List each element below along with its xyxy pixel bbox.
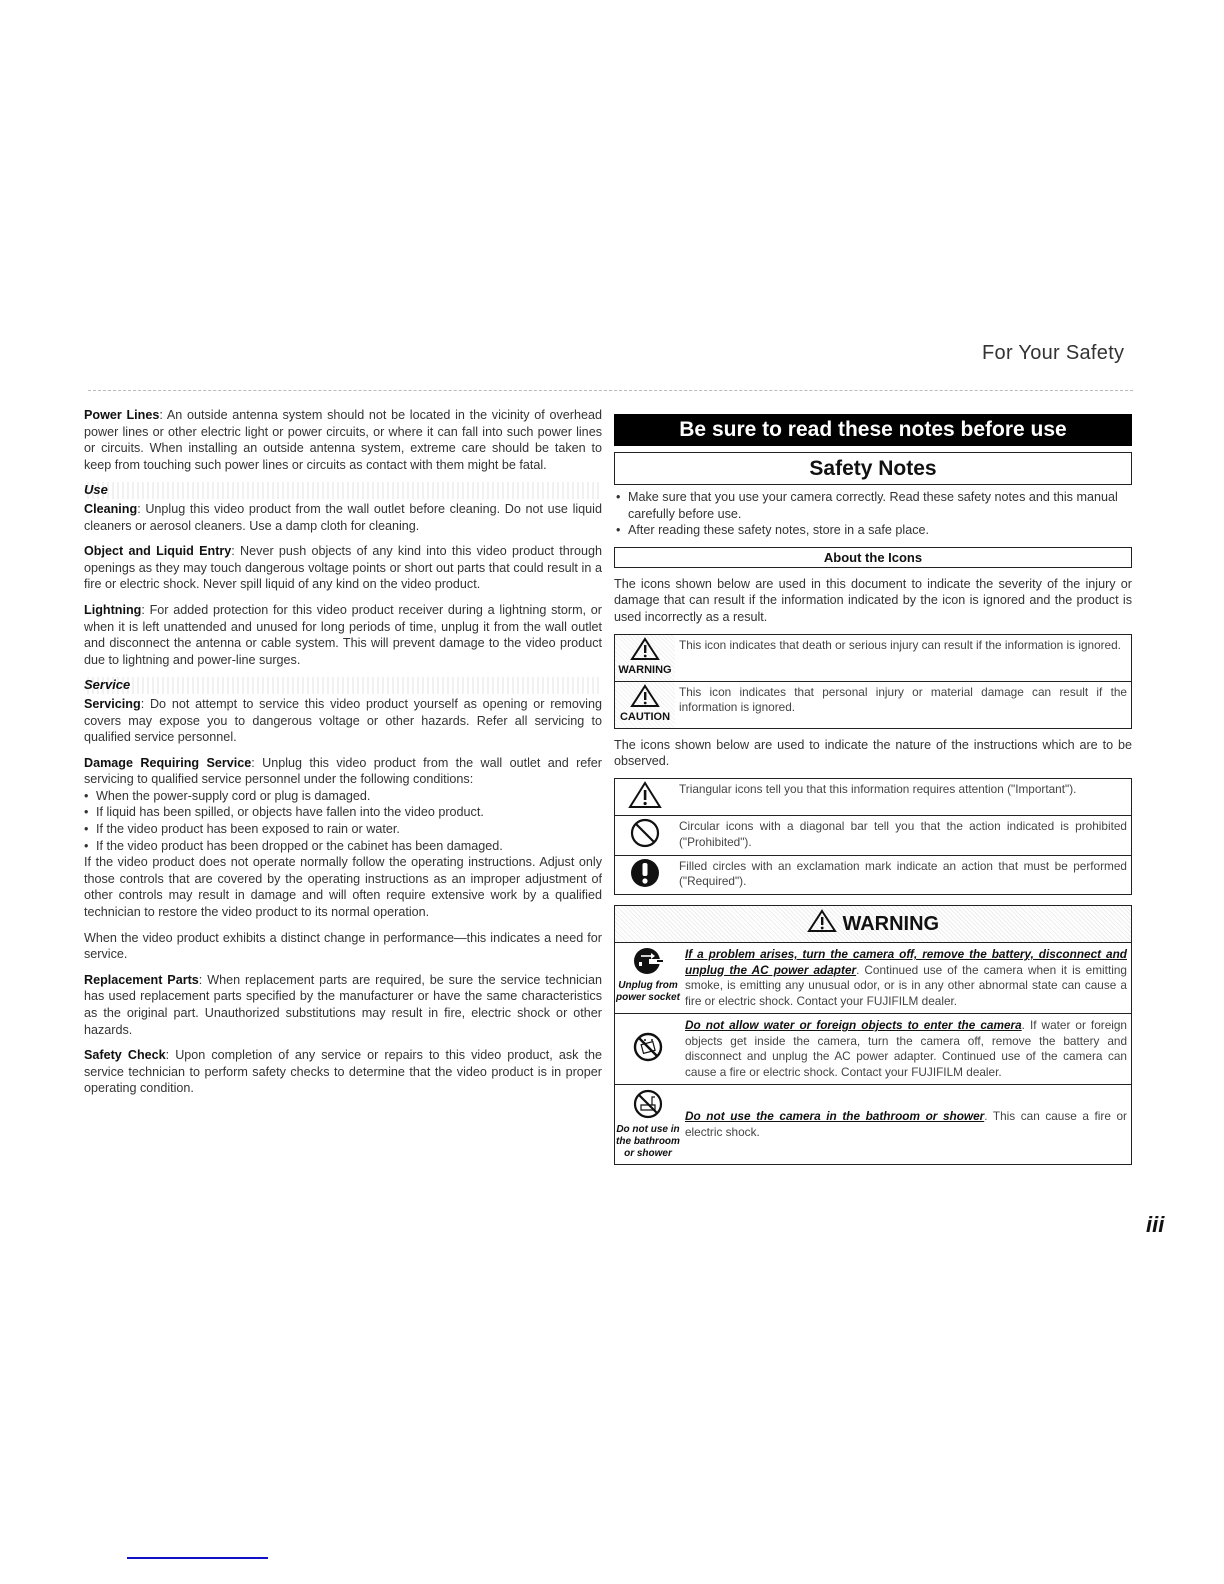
- warning-triangle-icon: [807, 909, 837, 933]
- table-row: WARNING This icon indicates that death or serious injury can result if the information is ignored.: [615, 634, 1132, 681]
- caution-triangle-icon: [630, 684, 660, 708]
- list-item: • After reading these safety notes, store in a safe place.: [614, 522, 1132, 539]
- read-before-use-banner: Be sure to read these notes before use: [614, 414, 1132, 446]
- safety-check-paragraph: Safety Check: Upon completion of any service or repairs to this video product, ask the service technician to perform safety checks to determine that the video product is in proper operating condition.: [84, 1048, 602, 1096]
- object-liquid-paragraph: Object and Liquid Entry: Never push objects of any kind into this video product through openings as they may touch dangerous voltage points or short out parts that could result in a fire or electric shock. Never spill liquid of any kind on the video product.: [84, 544, 602, 592]
- lightning-paragraph: Lightning: For added protection for this video product receiver during a lightning storm, or when it is left unattended and unused for long periods of time, unplug it from the wall outlet and disconnect the antenna or cable system. This will prevent damage to the video product due to lightning and power-line surges.: [84, 602, 602, 667]
- caution-label: CAUTION: [619, 711, 671, 724]
- cleaning-paragraph: Cleaning: Unplug this video product from the wall outlet before cleaning. Do not use liquid cleaners or aerosol cleaners. Use a damp cloth for cleaning.: [84, 501, 602, 533]
- list-item: • If liquid has been spilled, or objects have fallen into the video product.: [84, 804, 602, 821]
- link-underline[interactable]: [127, 1557, 268, 1559]
- section-heading-service: Service: [84, 677, 602, 694]
- about-icons-text: The icons shown below are used in this document to indicate the severity of the injury or damage that can result if the information indicated by the icon is ignored and the product is used incorrectly as a result.: [614, 576, 1132, 624]
- table-row: Circular icons with a diagonal bar tell you that the action indicated is prohibited ("Prohibited").: [615, 816, 1132, 856]
- table-row: CAUTION This icon indicates that personal injury or material damage can result if the information is ignored.: [615, 681, 1132, 728]
- unplug-icon: [633, 947, 663, 975]
- damage-section: Damage Requiring Service: Unplug this video product from the wall outlet and refer servicing to qualified service personnel under the following conditions: • When the power-supply cord or plug is damaged. • If liquid has been spilled, or objects have fallen into the video product. • If the video product has been exposed to rain or water. • If the video product has been dropped or the cabinet has been damaged. If the video product does not operate normally follow the operating instructions. Adjust only those controls that are covered by the operating instructions as an improper adjustment of other controls may result in damage and will often require extensive work by a qualified technician to restore the video product to its normal operation.: [84, 755, 602, 921]
- performance-paragraph: When the video product exhibits a distinct change in performance—this indicates a need for service.: [84, 930, 602, 962]
- list-item: • Make sure that you use your camera correctly. Read these safety notes and this manual carefully before use.: [614, 489, 1132, 522]
- warning-table: [614, 942, 1132, 1165]
- nature-text: The icons shown below are used to indicate the nature of the instructions which are to be observed.: [614, 737, 1132, 769]
- servicing-paragraph: Servicing: Do not attempt to service this video product yourself as opening or removing covers may expose you to dangerous voltage or other hazards. Refer all servicing to qualified service personnel.: [84, 696, 602, 745]
- damage-conditions-list: [84, 788, 602, 854]
- page-header-title: For Your Safety: [982, 342, 1125, 364]
- no-water-icon: [633, 1032, 663, 1062]
- list-item: • When the power-supply cord or plug is damaged.: [84, 788, 602, 805]
- about-icons-title: About the Icons: [614, 547, 1132, 568]
- list-item: • If the video product has been exposed to rain or water.: [84, 821, 602, 838]
- severity-icons-table: [614, 634, 1132, 729]
- no-bathroom-icon: [633, 1089, 663, 1119]
- left-column: [84, 407, 602, 1106]
- table-row: Triangular icons tell you that this information requires attention ("Important").: [615, 778, 1132, 816]
- required-icon: [630, 858, 660, 888]
- warning-label: WARNING: [618, 664, 672, 677]
- safety-notes-bullets: [614, 489, 1132, 539]
- replacement-parts-paragraph: Replacement Parts: When replacement parts are required, be sure the service technician has used replacement parts specified by the manufacturer or have the same characteristics as the original part. Unauthorized substitutions may result in fire, electric shock or other hazards.: [84, 972, 602, 1037]
- table-row: Filled circles with an exclamation mark indicate an action that must be performed ("Required").: [615, 855, 1132, 895]
- important-triangle-icon: [628, 781, 662, 809]
- list-item: • If the video product has been dropped or the cabinet has been damaged.: [84, 838, 602, 855]
- safety-notes-title: Safety Notes: [614, 452, 1132, 485]
- power-lines-paragraph: Power Lines: An outside antenna system should not be located in the vicinity of overhead power lines or other electric light or power circuits, or where it can fall into such power lines or circuits. When installing an outside antenna system, extreme care should be taken to keep from touching such power lines or circuits as contact with them might be fatal.: [84, 408, 603, 472]
- warning-triangle-icon: [630, 637, 660, 661]
- header-rule: [88, 390, 1133, 391]
- table-row: Do not allow water or foreign objects to enter the camera. If water or foreign objects get inside the camera, turn the camera off, remove the battery and disconnect and unplug the AC power adapter. Continued use of the camera can cause a fire or electric shock. Contact your FUJIFILM dealer.: [615, 1014, 1132, 1085]
- table-row: Do not use in the bathroom or shower Do not use the camera in the bathroom or shower. This can cause a fire or electric shock.: [615, 1085, 1132, 1165]
- section-heading-use: Use: [84, 482, 602, 499]
- prohibited-icon: [630, 818, 660, 848]
- table-row: Unplug from power socket If a problem arises, turn the camera off, remove the battery, disconnect and unplug the AC power adapter. Continued use of the camera when it is emitting smoke, is emitting any unusual odor, or is in any other abnormal state can cause a fire or electric shock. Contact your FUJIFILM dealer.: [615, 943, 1132, 1014]
- page-number: iii: [1146, 1212, 1165, 1237]
- right-column: [614, 414, 1132, 1165]
- nature-icons-table: [614, 778, 1132, 896]
- warning-heading: WARNING: [614, 905, 1132, 942]
